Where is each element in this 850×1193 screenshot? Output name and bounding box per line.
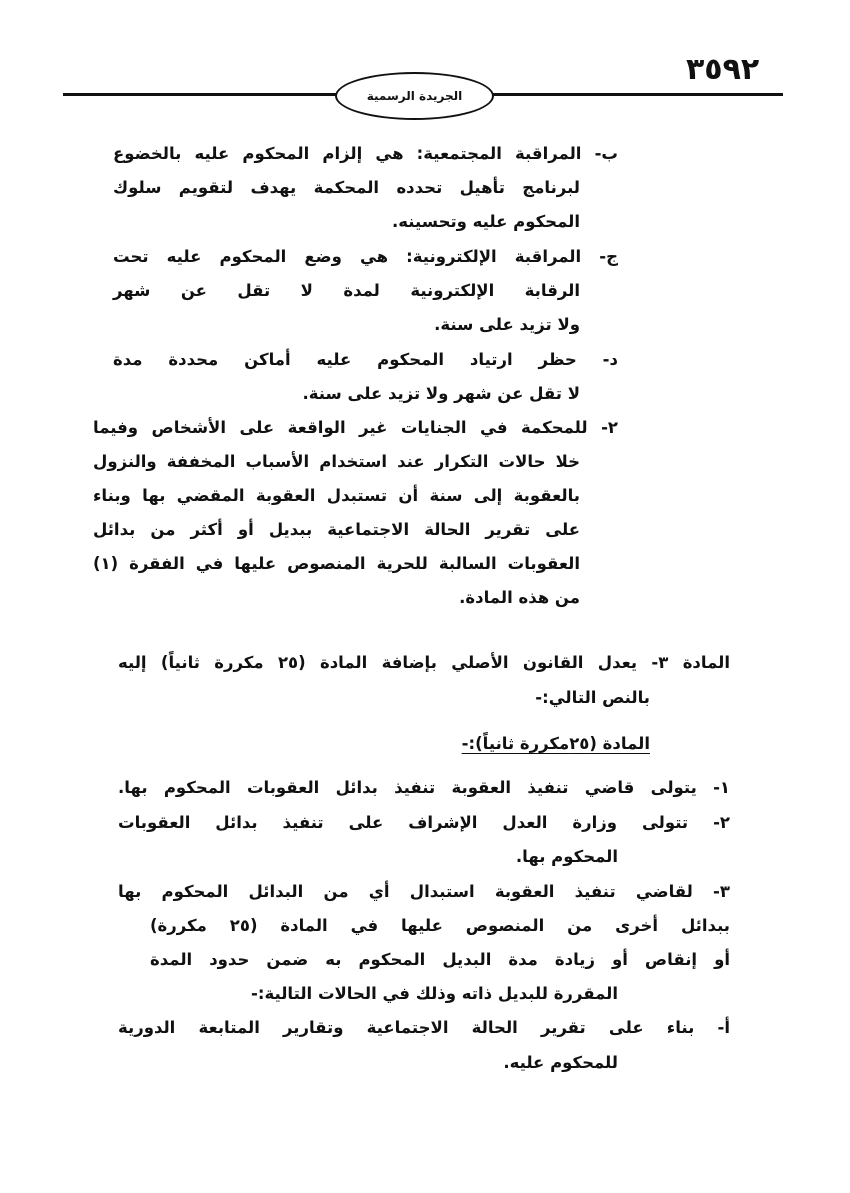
paragraph-a-line-1: أ- بناء على تقرير الحالة الاجتماعية وتقارير المتابعة الدورية [118,1018,730,1037]
paragraph-3-line-3: أو إنقاص أو زيادة مدة البديل المحكوم به ضمن حدود المدة [150,950,730,969]
article-3-line-2: بالنص التالي:- [535,688,650,707]
item-2-line-5: العقوبات السالبة للحرية المنصوص عليها في الفقرة (١) [93,554,580,573]
paragraph-3-line-4: المقررة للبديل ذاته وذلك في الحالات التالية:- [251,984,618,1003]
item-2-line-4: على تقرير الحالة الاجتماعية ببديل أو أكثر من بدائل [93,520,580,539]
gazette-title-oval: الجريدة الرسمية [335,72,494,120]
item-2-line-3: بالعقوبة إلى سنة أن تستبدل العقوبة المقضي بها وبناء [93,486,580,505]
paragraph-3-line-2: ببدائل أخرى من المنصوص عليها في المادة (٢٥ مكررة) [150,916,730,935]
paragraph-a-line-2: للمحكوم عليه. [503,1053,618,1072]
paragraph-3-line-1: ٣- لقاضي تنفيذ العقوبة استبدال أي من البدائل المحكوم بها [118,882,730,901]
article-3-line-1: المادة ٣- يعدل القانون الأصلي بإضافة المادة (٢٥ مكررة ثانياً) إليه [118,653,731,672]
section-j-line-3: ولا تزيد على سنة. [434,315,580,334]
paragraph-2-line-2: المحكوم بها. [515,847,618,866]
section-b-line-1: ب- المراقبة المجتمعية: هي إلزام المحكوم عليه بالخضوع [113,144,618,163]
item-2-line-2: خلا حالات التكرار عند استخدام الأسباب المخففة والنزول [93,452,580,471]
section-b-line-2: لبرنامج تأهيل تحدده المحكمة يهدف لتقويم سلوك [113,178,580,197]
page-number: ٣٥٩٢ [686,52,760,87]
section-j-line-2: الرقابة الإلكترونية لمدة لا تقل عن شهر [113,281,580,300]
section-j-line-1: ج- المراقبة الإلكترونية: هي وضع المحكوم عليه تحت [113,247,618,266]
paragraph-2-line-1: ٢- تتولى وزارة العدل الإشراف على تنفيذ بدائل العقوبات [118,813,730,832]
item-2-line-1: ٢- للمحكمة في الجنايات غير الواقعة على الأشخاص وفيما [93,418,618,437]
paragraph-1-line-1: ١- يتولى قاضي تنفيذ العقوبة تنفيذ بدائل العقوبات المحكوم بها. [118,778,730,797]
article-25-heading: المادة (٢٥مكررة ثانياً):- [461,734,650,753]
section-d-line-1: د- حظر ارتياد المحكوم عليه أماكن محددة مدة [113,350,618,369]
section-d-line-2: لا تقل عن شهر ولا تزيد على سنة. [302,384,580,403]
item-2-line-6: من هذه المادة. [459,588,580,607]
section-b-line-3: المحكوم عليه وتحسينه. [392,212,580,231]
